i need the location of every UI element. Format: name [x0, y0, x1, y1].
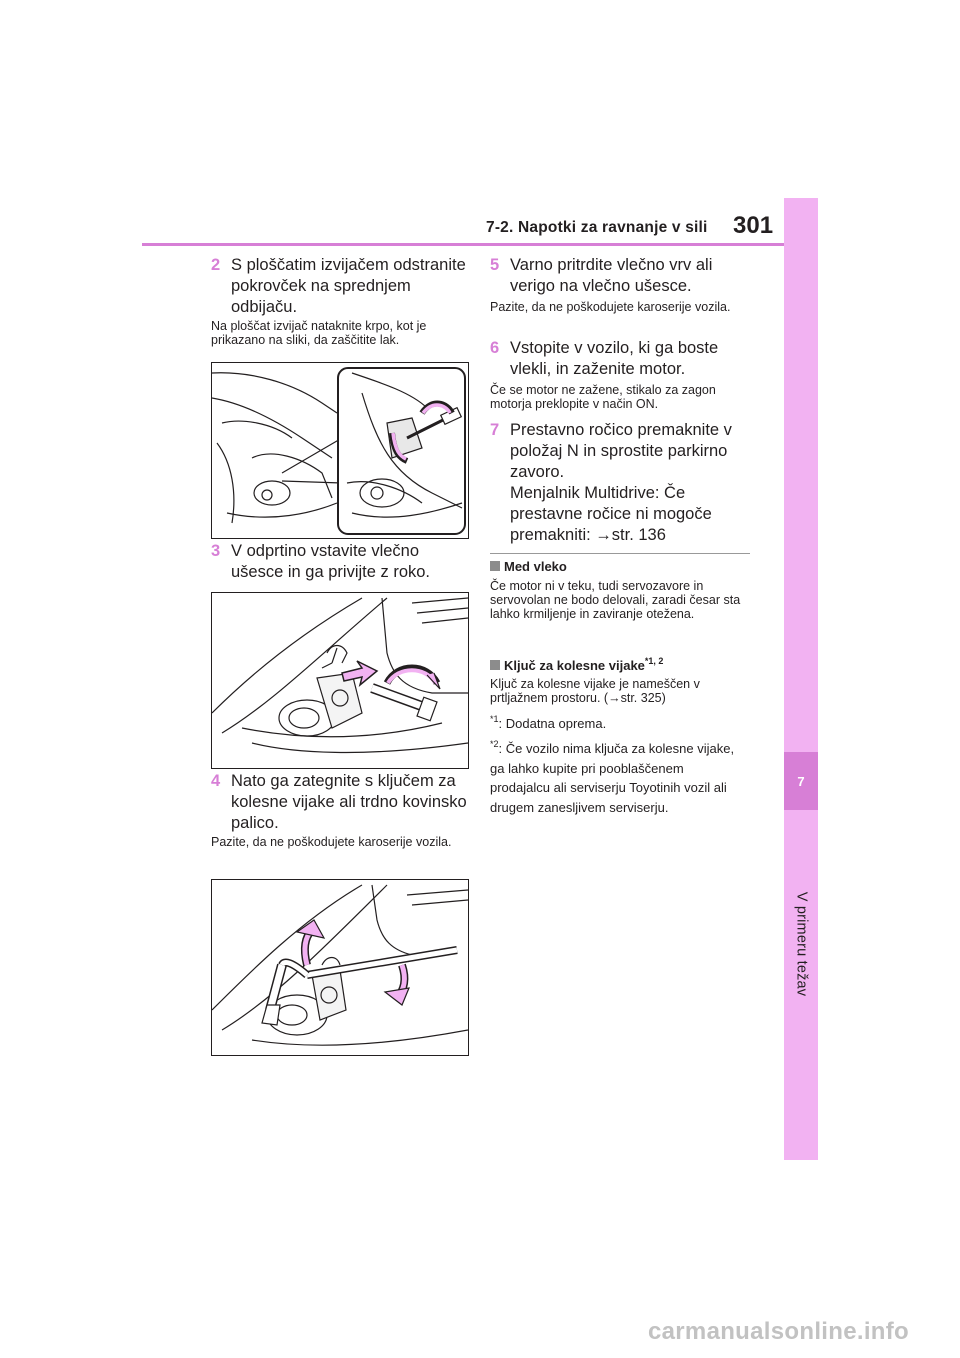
page-number: 301 [733, 212, 774, 239]
footnote-2 [490, 735, 740, 817]
square-bullet-icon [490, 561, 500, 571]
illustration-remove-cover [211, 362, 469, 539]
step-5-note: Pazite, da ne poškodujete karoserije vozila. [490, 300, 731, 314]
step-number: 4 [211, 772, 221, 790]
step-6 [490, 338, 750, 380]
illustration-insert-eyelet [211, 592, 469, 769]
step-number: 7 [490, 421, 500, 439]
section-divider [490, 553, 750, 554]
step-text: V odprtino vstavite vlečno ušesce in ga privijte z roko. [231, 542, 431, 581]
step-number: 3 [211, 542, 221, 560]
section-title: 7-2. Napotki za ravnanje v sili [486, 219, 708, 236]
step-number: 2 [211, 256, 221, 274]
step-4-note: Pazite, da ne poškodujete karoserije vozila. [211, 835, 452, 849]
watermark: carmanualsonline.info [648, 1318, 910, 1345]
step-5 [490, 255, 750, 297]
footnote-1-mark: *1 [490, 714, 499, 724]
square-bullet-icon [490, 660, 500, 670]
chapter-side-tab [784, 198, 818, 1160]
step-2-note: Na ploščat izvijač nataknite krpo, kot je prikazano na sliki, da zaščitite lak. [211, 319, 427, 347]
footnote-2-mark: *2 [490, 739, 499, 749]
step-text: Varno pritrdite vlečno vrv ali verigo na vlečno ušesce. [510, 256, 713, 295]
footnote-2-text: : Če vozilo nima ključa za kolesne vijake, ga lahko kupite pri pooblaščenem prodajalcu ali serviserju Toyotinih vozil ali drugem zanesljivem serviserju. [490, 741, 735, 815]
towing-heading [490, 559, 750, 574]
wrench-text: Ključ za kolesne vijake je nameščen v prtljažnem prostoru. (→str. 325) [490, 677, 700, 705]
header-rule [142, 243, 784, 246]
footnote-1 [490, 710, 750, 734]
step-number: 5 [490, 256, 500, 274]
step-text: Prestavno ročico premaknite v položaj N in sprostite parkirno zavoro. [510, 421, 732, 481]
step-4 [211, 771, 473, 834]
chapter-title-text: V primeru težav [793, 891, 810, 997]
step-text-multidrive: Menjalnik Multidrive: Če prestavne ročice ni mogoče premakniti: →str. 136 [510, 484, 712, 544]
footnote-1-text: : Dodatna oprema. [498, 716, 607, 731]
towing-heading-text: Med vleko [504, 559, 567, 574]
step-6-note: Če se motor ne zažene, stikalo za zagon motorja preklopite v način ON. [490, 383, 716, 411]
wrench-heading-sup: *1, 2 [644, 656, 664, 666]
chapter-number: 7 [784, 752, 818, 810]
wrench-heading [490, 656, 750, 673]
step-text: Vstopite v vozilo, ki ga boste vlekli, in zaženite motor. [510, 339, 719, 378]
chapter-title [787, 891, 815, 997]
step-number: 6 [490, 339, 500, 357]
step-7 [490, 420, 750, 546]
step-3 [211, 541, 473, 583]
step-text: S ploščatim izvijačem odstranite pokrovček na sprednjem odbijaču. [231, 256, 466, 316]
illustration-tighten-wrench [211, 879, 469, 1056]
step-text: Nato ga zategnite s ključem za kolesne vijake ali trdno kovinsko palico. [231, 772, 467, 832]
wrench-heading-text: Ključ za kolesne vijake [504, 658, 645, 673]
towing-text: Če motor ni v teku, tudi servozavore in servovolan ne bodo delovali, zaradi česar sta lahko krmiljenje in zaviranje otežena. [490, 579, 741, 621]
step-2 [211, 255, 473, 318]
